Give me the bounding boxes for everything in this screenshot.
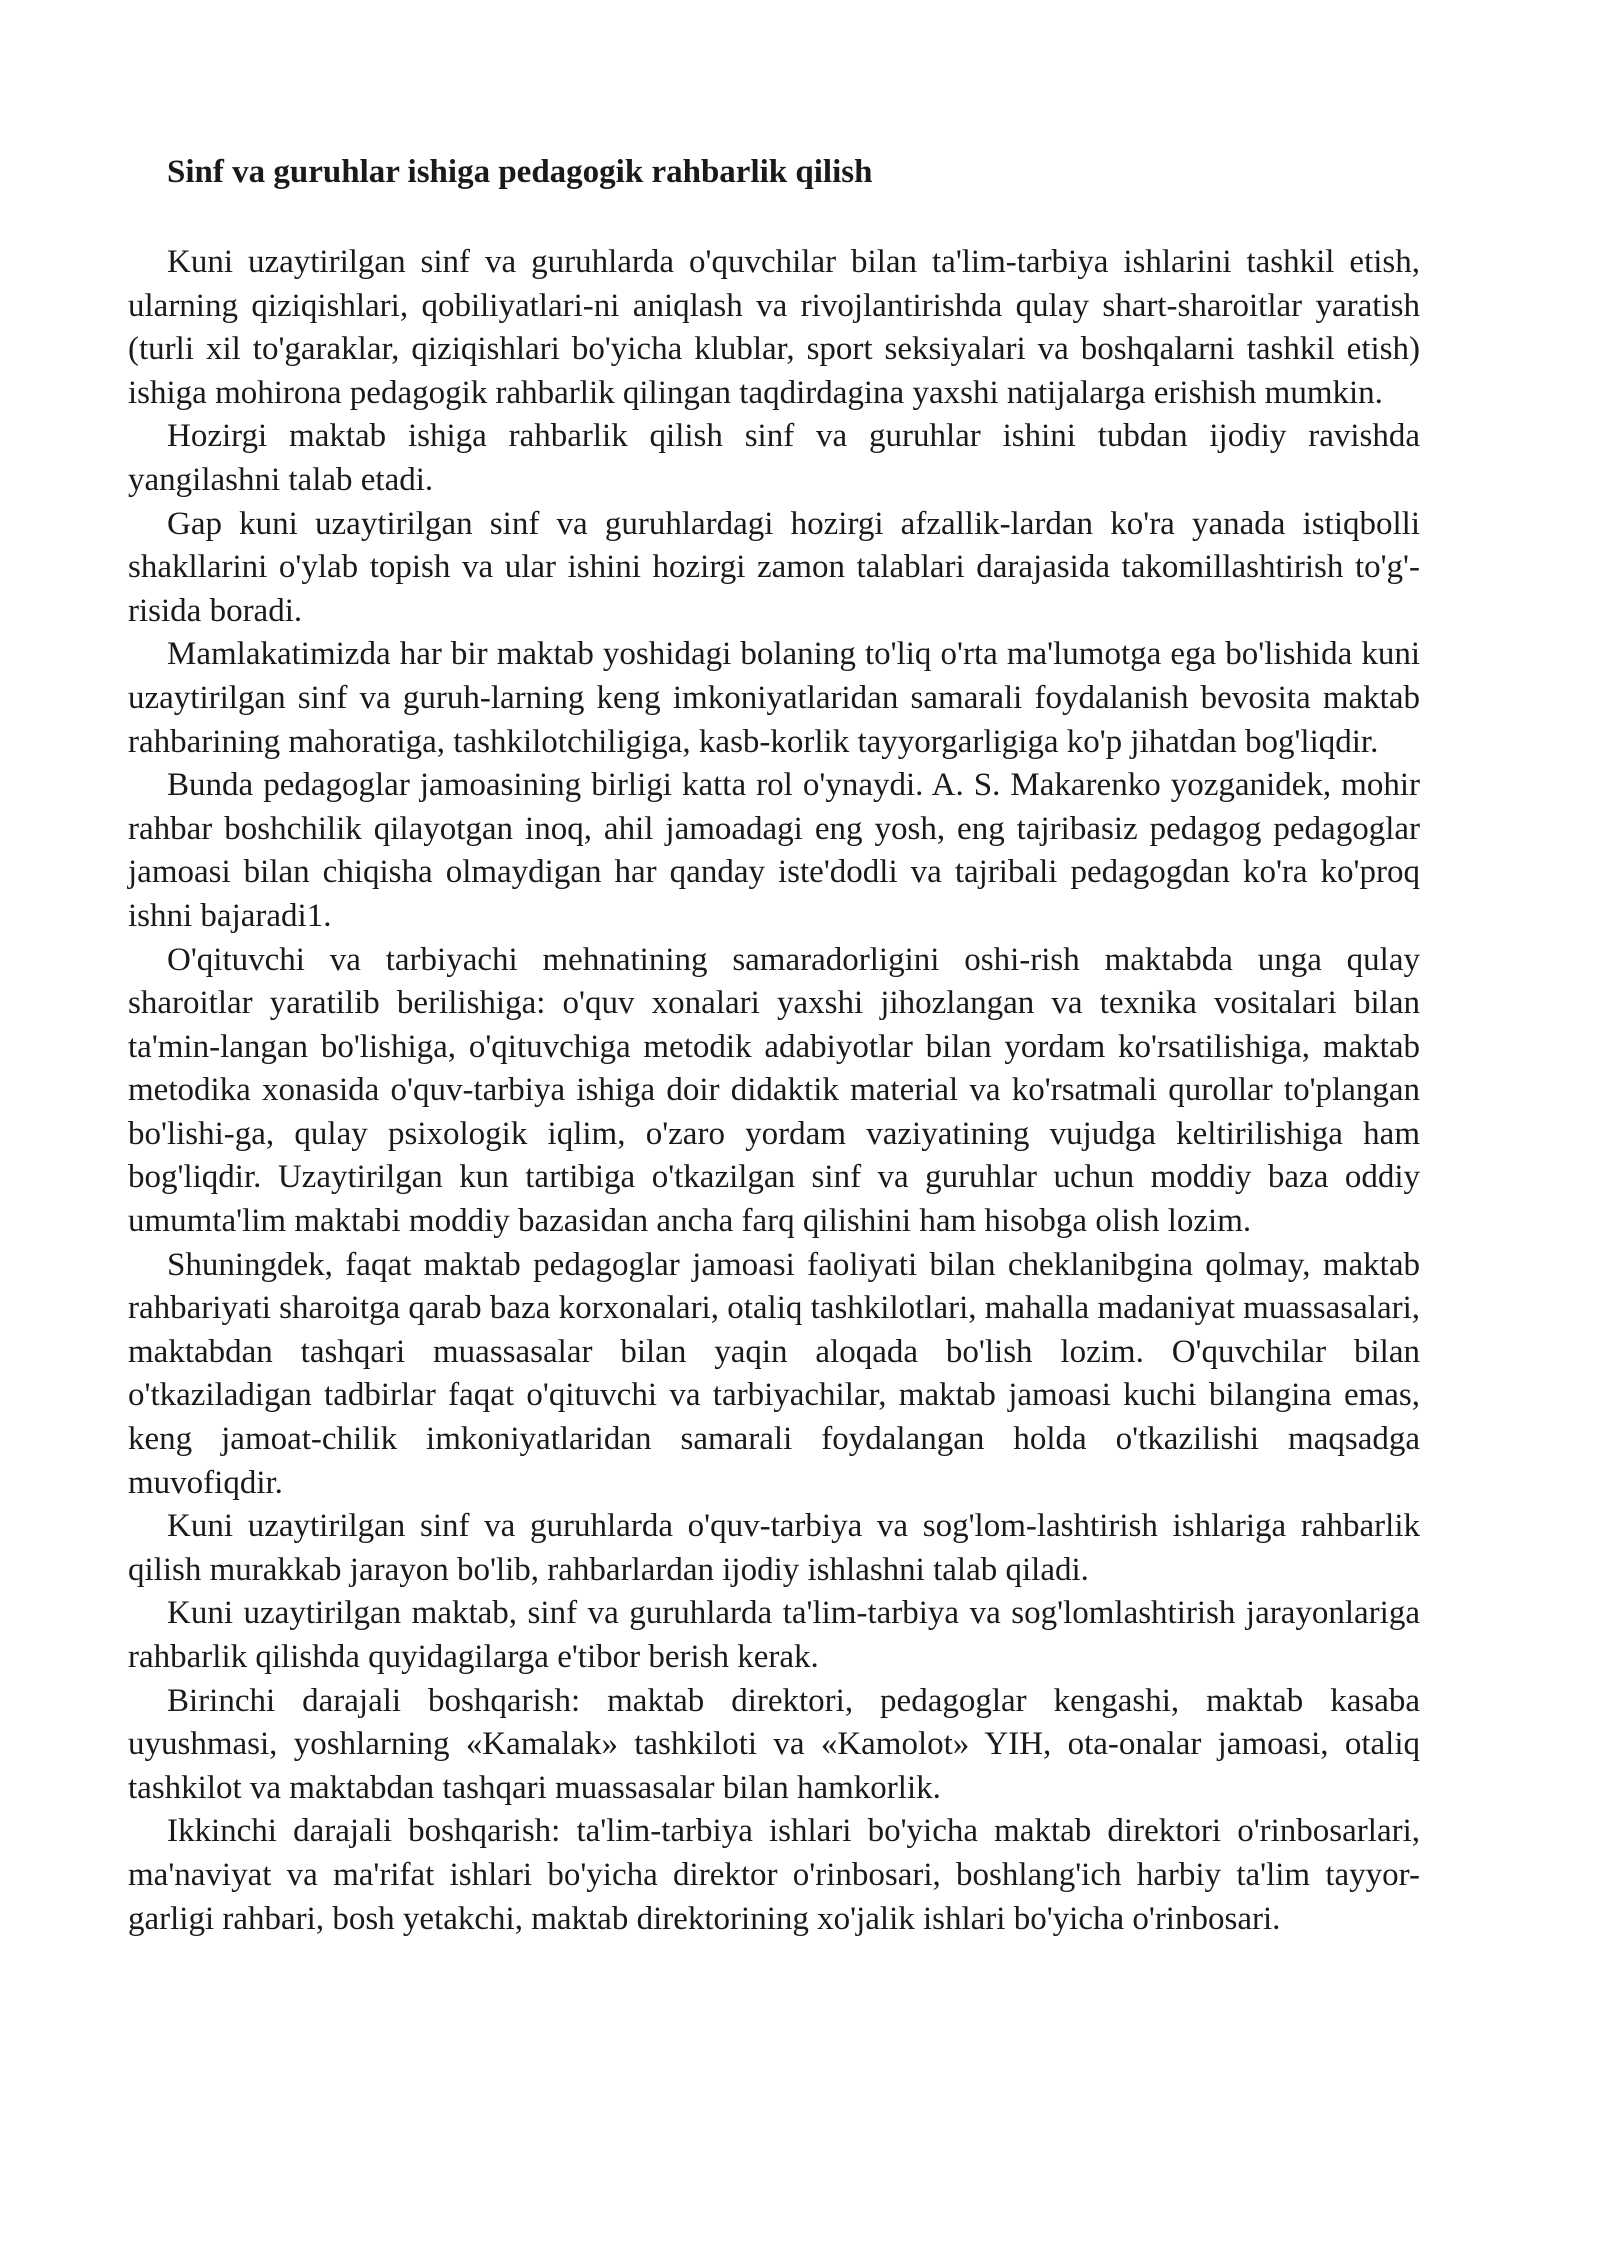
paragraph: Mamlakatimizda har bir maktab yoshidagi bolaning to'liq o'rta ma'lumotga ega bo'lishida kuni uzaytirilgan sinf va guruh-larning keng imkoniyatlaridan samarali foydalanish bevosita maktab rahbarining mahoratiga, tashkilotchiligiga, kasb-korlik tayyorgarligiga ko'p jihatdan bog'liqdir. xyxy=(128,636,1420,760)
paragraph: Shuningdek, faqat maktab pedagoglar jamoasi faoliyati bilan cheklanibgina qolmay, maktab rahbariyati sharoitga qarab baza korxonalari, otaliq tashkilotlari, mahalla madaniyat muassasalari, maktabdan tashqari muassasalar bilan yaqin aloqada bo'lish lozim. O'quvchilar bilan o'tkaziladigan tadbirlar faqat o'qituvchi va tarbiyachilar, maktab jamoasi kuchi bilangina emas, keng jamoat-chilik imkoniyatlaridan samarali foydalangan holda o'tkazilishi maqsadga muvofiqdir. xyxy=(128,1246,1421,1501)
document-body xyxy=(128,241,1420,1941)
paragraph: Kuni uzaytirilgan sinf va guruhlarda o'quv-tarbiya va sog'lom-lashtirish ishlariga rahbarlik qilish murakkab jarayon bo'lib, rahbarlardan ijodiy ishlashni talab qiladi. xyxy=(128,1508,1420,1588)
document-title: Sinf va guruhlar ishiga pedagogik rahbarlik qilish xyxy=(167,154,873,190)
paragraph: Kuni uzaytirilgan maktab, sinf va guruhlarda ta'lim-tarbiya va sog'lomlashtirish jarayonlariga rahbarlik qilishda quyidagilarga e'tibor berish kerak. xyxy=(128,1595,1420,1675)
paragraph: Bunda pedagoglar jamoasining birligi katta rol o'ynaydi. A. S. Makarenko yozganidek, mohir rahbar boshchilik qilayotgan inoq, ahil jamoadagi eng yosh, eng tajribasiz pedagog pedagoglar jamoasi bilan chiqisha olmaydigan har qanday iste'dodli va tajribali pedagogdan ko'ra ko'proq ishni bajaradi1. xyxy=(128,767,1420,934)
paragraph: Birinchi darajali boshqarish: maktab direktori, pedagoglar kengashi, maktab kasaba uyushmasi, yoshlarning «Kamalak» tashkiloti va «Kamolot» YIH, ota-onalar jamoasi, otaliq tashkilot va maktabdan tashqari muassasalar bilan hamkorlik. xyxy=(128,1682,1420,1806)
paragraph: Kuni uzaytirilgan sinf va guruhlarda o'quvchilar bilan ta'lim-tarbiya ishlarini tashkil etish, ularning qiziqishlari, qobiliyatlari-ni aniqlash va rivojlantirishda qulay shart-sharoitlar yaratish (turli xil to'garaklar, qiziqishlari bo'yicha klublar, sport seksiyalari va boshqalarni tashkil etish) ishiga mohirona pedagogik rahbarlik qilingan taqdirdagina yaxshi natijalarga erishish mumkin. xyxy=(128,244,1420,411)
paragraph: O'qituvchi va tarbiyachi mehnatining samaradorligini oshi-rish maktabda unga qulay sharoitlar yaratilib berilishiga: o'quv xonalari yaxshi jihozlangan va texnika vositalari bilan ta'min-langan bo'lishiga, o'qituvchiga metodik adabiyotlar bilan yordam ko'rsatilishiga, maktab metodika xonasida o'quv-tarbiya ishiga doir didaktik material va ko'rsatmali qurollar to'plangan bo'lishi-ga, qulay psixologik iqlim, o'zaro yordam vaziyatining vujudga keltirilishiga ham bog'liqdir. Uzaytirilgan kun tartibiga o'tkazilgan sinf va guruhlar uchun moddiy baza oddiy umumta'lim maktabi moddiy bazasidan ancha farq qilishini ham hisobga olish lozim. xyxy=(128,941,1420,1240)
paragraph: Gap kuni uzaytirilgan sinf va guruhlardagi hozirgi afzallik-lardan ko'ra yanada istiqbolli shakllarini o'ylab topish va ular ishini hozirgi zamon talablari darajasida takomillashtirish to'g'-risida boradi. xyxy=(128,505,1420,629)
paragraph: Hozirgi maktab ishiga rahbarlik qilish sinf va guruhlar ishini tubdan ijodiy ravishda yangilashni talab etadi. xyxy=(128,418,1420,498)
paragraph: Ikkinchi darajali boshqarish: ta'lim-tarbiya ishlari bo'yicha maktab direktori o'rinbosarlari, ma'naviyat va ma'rifat ishlari bo'yicha direktor o'rinbosari, boshlang'ich harbiy ta'lim tayyor-garligi rahbari, bosh yetakchi, maktab direktorining xo'jalik ishlari bo'yicha o'rinbosari. xyxy=(128,1813,1420,1937)
